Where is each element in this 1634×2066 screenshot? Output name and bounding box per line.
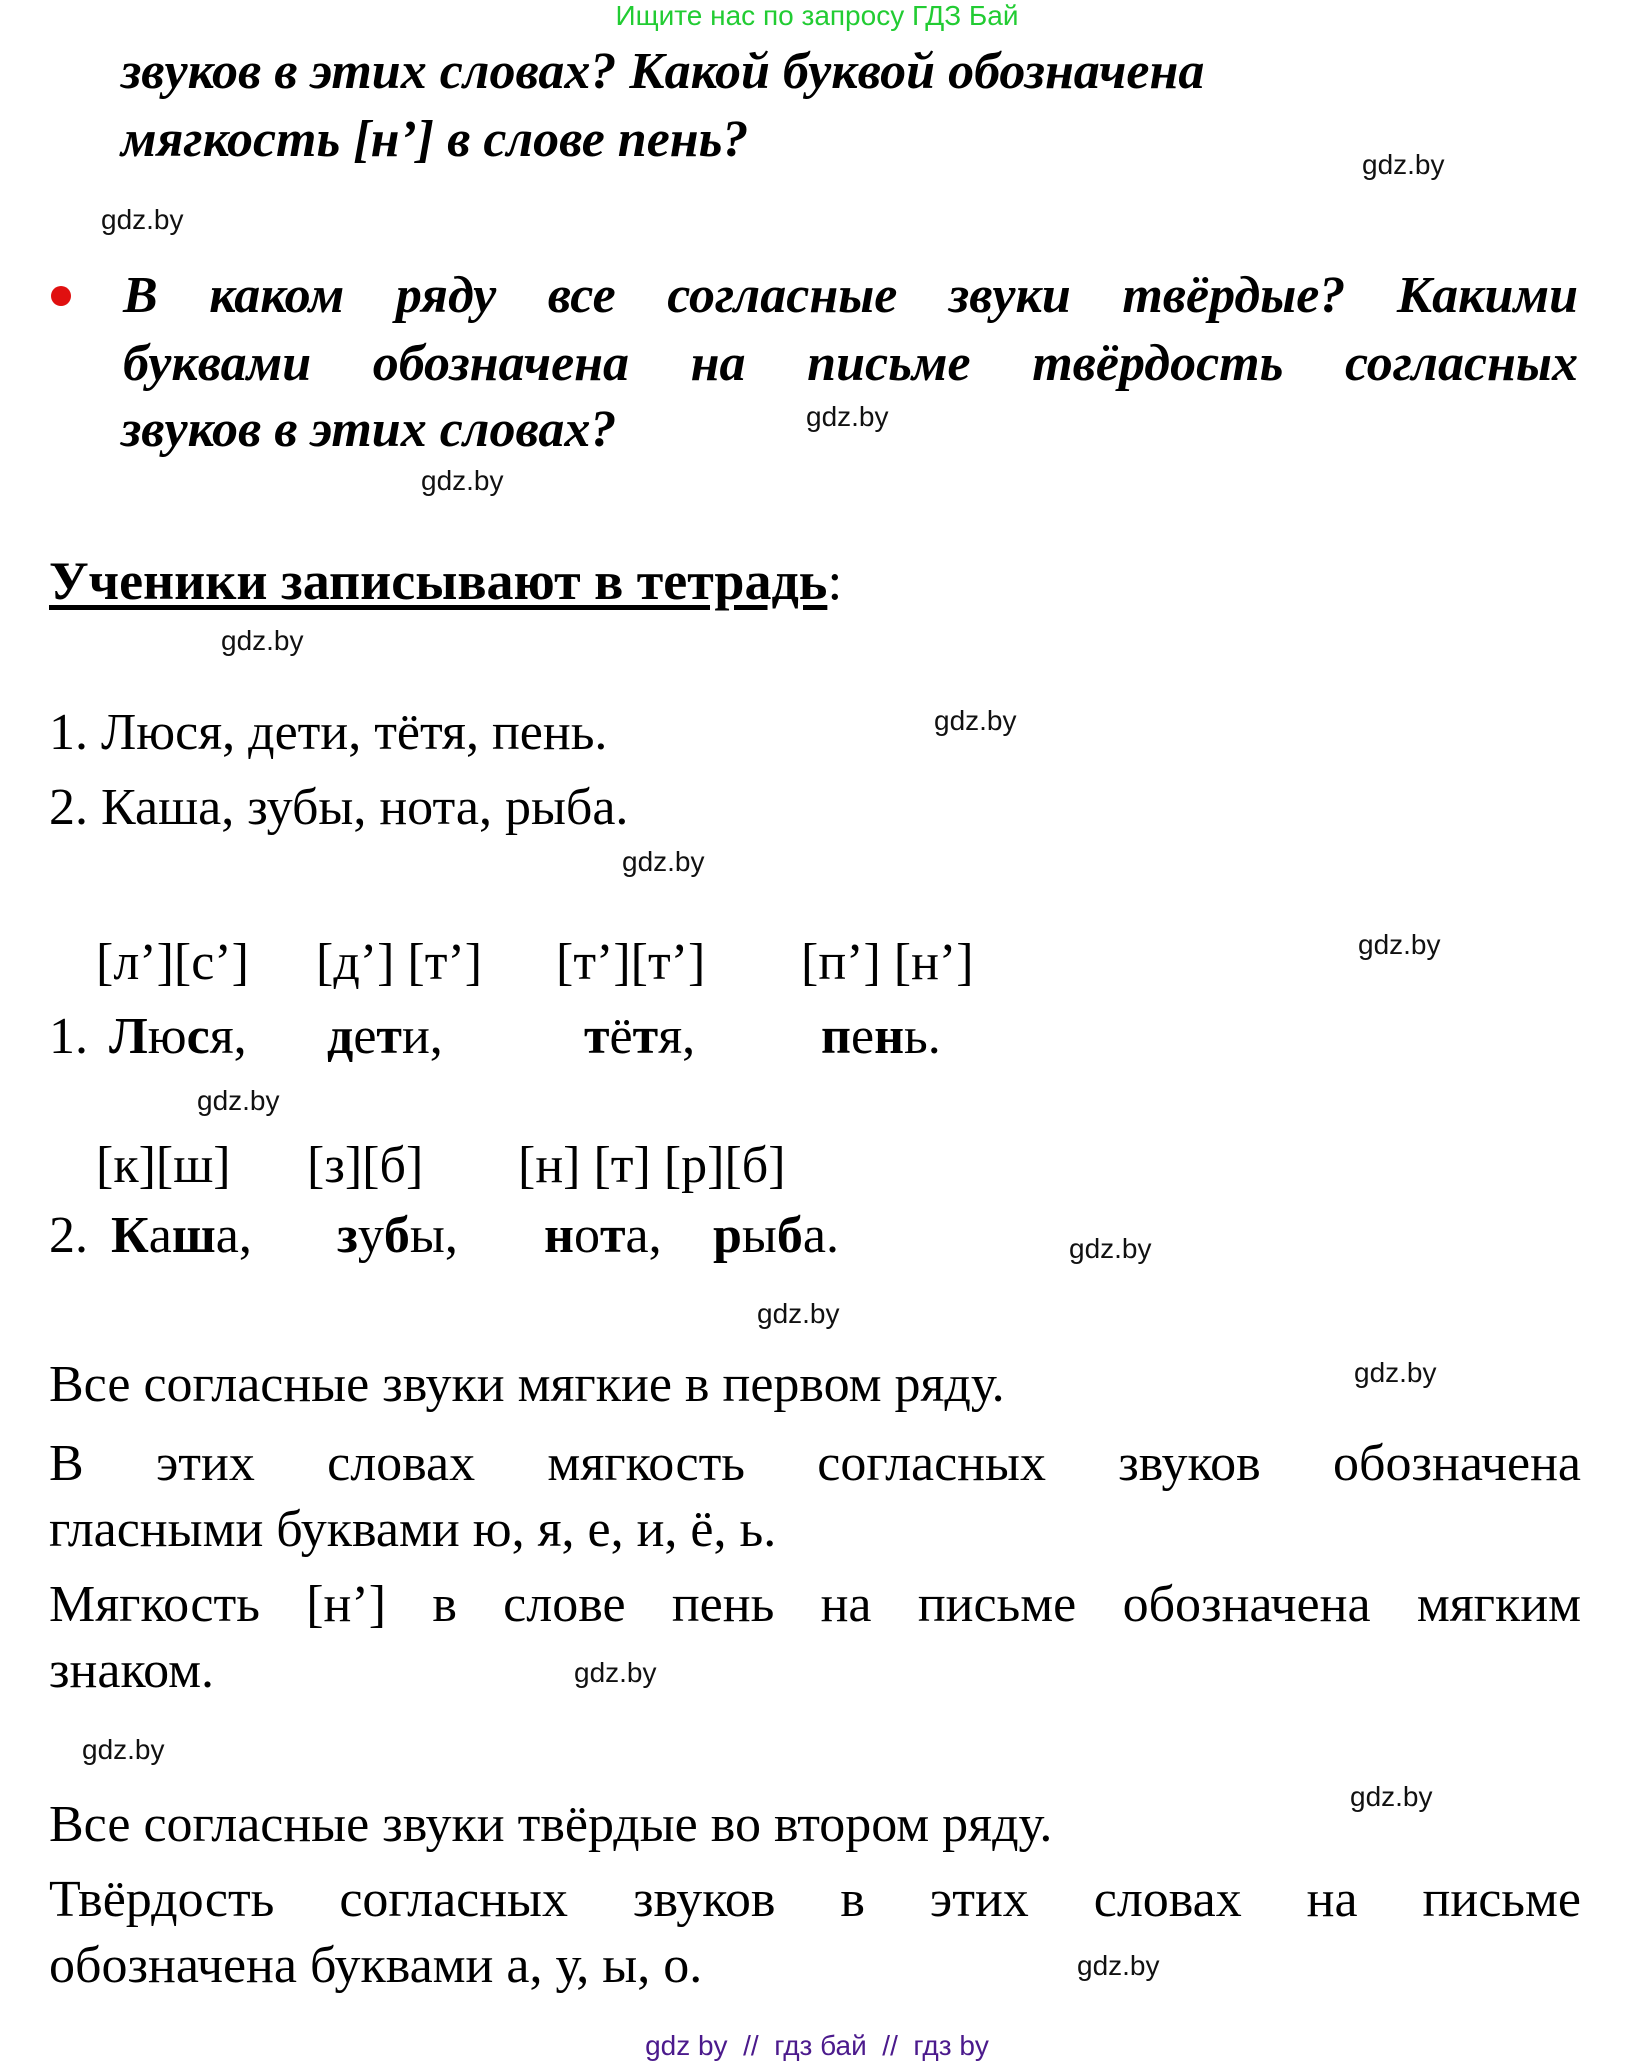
analyzed-word: Каша, [111, 1207, 252, 1264]
row-number: 2. [49, 1207, 88, 1264]
transcription: [з][б] [307, 1137, 424, 1194]
watermark: gdz.by [1358, 929, 1441, 960]
list-text: Люся, дети, тётя, пень. [101, 704, 608, 761]
watermark: gdz.by [221, 625, 304, 656]
question-line: мягкость [н’] в слове пень? [121, 111, 749, 168]
question-line: буквами обозначена на письме твёрдость согласных [123, 335, 1578, 392]
watermark: gdz.by [806, 401, 889, 432]
conclusion-soft-row: Все согласные звуки мягкие в первом ряду. [49, 1356, 1005, 1413]
analyzed-word: зубы, [337, 1207, 458, 1264]
list-number: 1. [49, 704, 88, 761]
conclusion-soft-sign-cont: знаком. [49, 1642, 214, 1699]
row-number: 1. [49, 1008, 88, 1065]
watermark: gdz.by [82, 1734, 165, 1765]
watermark: gdz.by [622, 846, 705, 877]
watermark: gdz.by [1350, 1781, 1433, 1812]
watermark: gdz.by [1069, 1233, 1152, 1264]
transcription: [т’][т’] [556, 934, 706, 991]
question-line: звуков в этих словах? Какой буквой обозначена [121, 43, 1205, 100]
analyzed-word: нота, [544, 1207, 662, 1264]
conclusion-hard-row: Все согласные звуки твёрдые во втором ряду. [49, 1796, 1053, 1853]
word-list-item [49, 778, 628, 838]
heading-colon: : [827, 551, 843, 611]
watermark: gdz.by [574, 1657, 657, 1688]
watermark: gdz.by [1362, 149, 1445, 180]
analyzed-word: пень. [821, 1008, 941, 1065]
watermark: gdz.by [934, 705, 1017, 736]
list-number: 2. [49, 779, 88, 836]
conclusion-soft-sign: Мягкость [н’] в слове пень на письме обозначена мягким [49, 1576, 1581, 1633]
conclusion-soft-letters-cont: гласными буквами ю, я, е, и, ё, ь. [49, 1501, 777, 1558]
heading-text: Ученики записывают в тетрадь [49, 551, 828, 611]
analyzed-word: рыба. [713, 1207, 839, 1264]
transcription: [п’] [н’] [801, 934, 974, 991]
transcription: [д’] [т’] [316, 934, 483, 991]
watermark: gdz.by [101, 204, 184, 235]
transcription: [к][ш] [96, 1137, 231, 1194]
transcription: [л’][с’] [96, 934, 249, 991]
list-text: Каша, зубы, нота, рыба. [101, 779, 629, 836]
conclusion-hard-letters: Твёрдость согласных звуков в этих словах на письме [49, 1871, 1581, 1928]
section-heading [49, 550, 842, 612]
analyzed-word: Люся, [109, 1008, 247, 1065]
bullet-icon [51, 286, 71, 306]
analyzed-word: тётя, [584, 1008, 696, 1065]
question-line: звуков в этих словах? [121, 401, 617, 458]
analyzed-word: дети, [327, 1008, 443, 1065]
watermark: gdz.by [421, 465, 504, 496]
conclusion-hard-letters-cont: обозначена буквами а, у, ы, о. [49, 1937, 703, 1994]
transcription: [н] [т] [р][б] [518, 1137, 786, 1194]
watermark: gdz.by [1077, 1950, 1160, 1981]
conclusion-soft-letters: В этих словах мягкость согласных звуков обозначена [49, 1435, 1581, 1492]
watermark: gdz.by [1354, 1357, 1437, 1388]
question-line: В каком ряду все согласные звуки твёрдые? Какими [123, 267, 1578, 324]
watermark: gdz.by [757, 1298, 840, 1329]
word-list-item [49, 703, 607, 763]
footer-links: gdz by // гдз бай // гдз by [645, 2030, 989, 2061]
watermark: gdz.by [197, 1085, 280, 1116]
search-banner: Ищите нас по запросу ГДЗ Бай [615, 0, 1019, 31]
